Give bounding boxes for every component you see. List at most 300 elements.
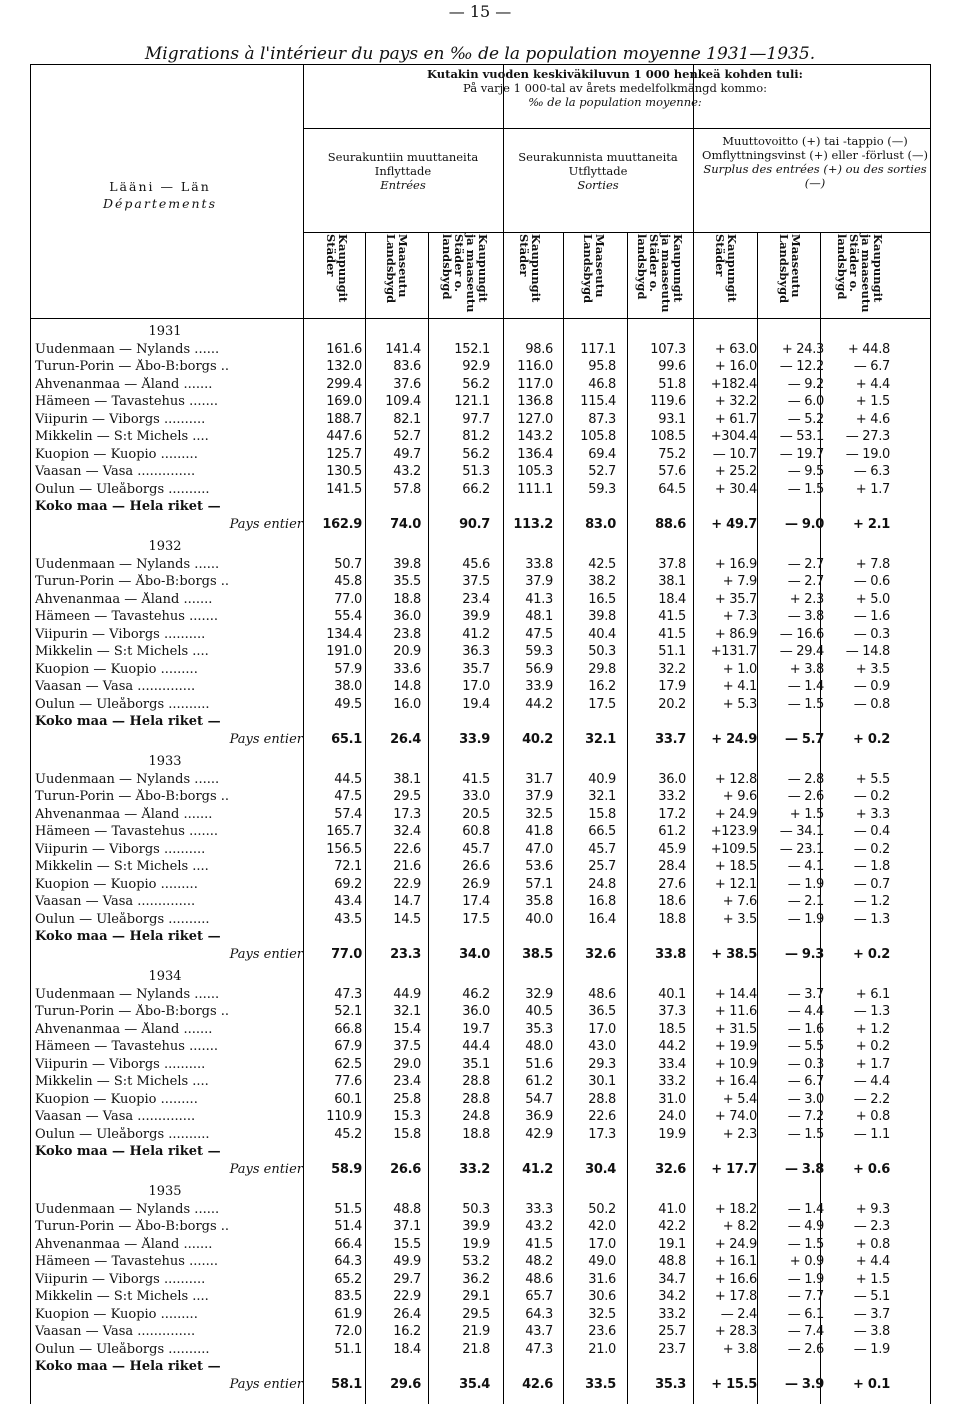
sub-column-header-label: Maaseutu Landsbygd bbox=[777, 234, 803, 304]
table-cell: 45.7 bbox=[462, 841, 490, 857]
table-cell: — 0.7 bbox=[853, 876, 890, 892]
table-cell: 19.1 bbox=[658, 1236, 686, 1252]
table-cell: 59.3 bbox=[525, 644, 553, 659]
table-cell: — 9.5 bbox=[787, 464, 824, 479]
table-cell: +109.5 bbox=[710, 841, 757, 857]
table-cell: + 5.4 bbox=[722, 1091, 757, 1107]
sub-column-header bbox=[440, 234, 490, 314]
table-cell: 29.0 bbox=[393, 1056, 421, 1072]
total-cell: 58.1 bbox=[331, 1376, 362, 1392]
table-cell: + 8.2 bbox=[722, 1219, 757, 1234]
table-cell: — 16.6 bbox=[779, 626, 824, 642]
table-cell: 136.4 bbox=[517, 446, 553, 462]
region-label: Kuopion — Kuopio ......... bbox=[35, 1306, 198, 1322]
table-cell: 156.5 bbox=[326, 841, 362, 857]
table-cell: 37.9 bbox=[525, 789, 553, 804]
table-cell: 15.3 bbox=[393, 1109, 421, 1124]
total-cell: + 49.7 bbox=[711, 516, 757, 532]
table-cell: 105.3 bbox=[517, 464, 553, 479]
table-cell: 38.1 bbox=[393, 771, 421, 787]
table-cell: 35.5 bbox=[393, 574, 421, 589]
table-cell: + 4.4 bbox=[855, 1254, 890, 1269]
column-rule bbox=[693, 64, 694, 1404]
table-cell: 21.8 bbox=[462, 1341, 490, 1357]
table-cell: — 0.3 bbox=[787, 1056, 824, 1072]
table-cell: 111.1 bbox=[517, 481, 553, 497]
table-cell: 51.5 bbox=[334, 1201, 362, 1217]
table-cell: 110.9 bbox=[326, 1109, 362, 1124]
table-cell: — 1.9 bbox=[787, 876, 824, 892]
table-cell: 35.3 bbox=[525, 1021, 553, 1037]
inflyttade-fi: Seurakuntiin muuttaneita bbox=[327, 150, 479, 164]
region-label: Viipurin — Viborgs .......... bbox=[35, 1271, 206, 1287]
table-cell: 48.1 bbox=[525, 609, 553, 624]
table-cell: 57.1 bbox=[525, 876, 553, 892]
table-cell: + 3.5 bbox=[855, 661, 890, 677]
table-cell: 25.8 bbox=[393, 1091, 421, 1107]
table-cell: 81.2 bbox=[462, 429, 490, 444]
table-cell: 69.2 bbox=[334, 876, 362, 892]
table-cell: — 4.4 bbox=[787, 1004, 824, 1019]
table-cell: 66.5 bbox=[588, 824, 616, 839]
table-cell: 20.5 bbox=[462, 806, 490, 822]
table-cell: + 63.0 bbox=[714, 341, 757, 357]
table-cell: — 7.4 bbox=[787, 1324, 824, 1339]
table-cell: 45.6 bbox=[462, 556, 490, 572]
table-cell: 447.6 bbox=[326, 429, 362, 444]
table-cell: 87.3 bbox=[588, 411, 616, 427]
table-cell: 40.5 bbox=[525, 1004, 553, 1019]
table-cell: 134.4 bbox=[326, 626, 362, 642]
total-cell: — 9.3 bbox=[784, 946, 824, 962]
region-label: Kuopion — Kuopio ......... bbox=[35, 1091, 198, 1107]
table-cell: 136.8 bbox=[517, 394, 553, 409]
table-cell: + 5.3 bbox=[722, 696, 757, 712]
year-heading: 1933 bbox=[148, 754, 182, 769]
table-cell: 61.2 bbox=[525, 1074, 553, 1089]
table-cell: 64.3 bbox=[334, 1254, 362, 1269]
total-cell: — 9.0 bbox=[784, 516, 824, 532]
sub-column-header-label: Kaupungit Städer bbox=[517, 234, 543, 303]
page-number: — 15 — bbox=[448, 2, 512, 21]
column-rule bbox=[365, 232, 366, 1404]
table-cell: — 0.3 bbox=[853, 626, 890, 642]
table-cell: + 12.8 bbox=[714, 771, 757, 787]
sub-column-header-label: Kaupungit Städer bbox=[324, 234, 350, 303]
table-cell: — 3.8 bbox=[853, 1324, 890, 1339]
table-cell: + 32.2 bbox=[714, 394, 757, 409]
table-cell: — 2.4 bbox=[720, 1306, 757, 1322]
total-label-fr: Pays entier bbox=[229, 1161, 303, 1177]
table-cell: + 1.5 bbox=[855, 394, 890, 409]
table-cell: 19.7 bbox=[462, 1021, 490, 1037]
year-heading: 1935 bbox=[148, 1184, 182, 1199]
table-cell: + 2.3 bbox=[789, 591, 824, 607]
table-cell: 121.1 bbox=[454, 394, 490, 409]
table-cell: — 0.8 bbox=[853, 696, 890, 712]
sub-column-header bbox=[569, 234, 619, 314]
table-cell: — 2.2 bbox=[853, 1091, 890, 1107]
total-cell: — 3.8 bbox=[784, 1161, 824, 1177]
table-cell: 299.4 bbox=[326, 376, 362, 392]
sub-column-header bbox=[505, 234, 555, 314]
total-cell: 35.3 bbox=[655, 1376, 686, 1392]
table-cell: 37.8 bbox=[658, 556, 686, 572]
table-cell: — 2.3 bbox=[853, 1219, 890, 1234]
sub-column-header-label: Kaupungit ja maaseutu Städer o. landsbygd bbox=[835, 234, 885, 313]
table-cell: 19.4 bbox=[462, 696, 490, 712]
table-cell: 57.8 bbox=[393, 481, 421, 497]
table-cell: 57.4 bbox=[334, 806, 362, 822]
table-cell: — 1.1 bbox=[853, 1126, 890, 1142]
table-cell: 64.5 bbox=[658, 481, 686, 497]
table-cell: 33.9 bbox=[525, 679, 553, 694]
table-cell: + 9.3 bbox=[855, 1201, 890, 1217]
table-cell: 15.8 bbox=[588, 806, 616, 822]
total-cell: 74.0 bbox=[390, 516, 421, 532]
table-cell: 29.3 bbox=[588, 1056, 616, 1072]
region-label: Kuopion — Kuopio ......... bbox=[35, 876, 198, 892]
table-cell: 16.5 bbox=[588, 591, 616, 607]
column-rule bbox=[627, 232, 628, 1404]
table-cell: 23.4 bbox=[393, 1074, 421, 1089]
total-label-fr: Pays entier bbox=[229, 946, 303, 962]
table-cell: — 14.8 bbox=[845, 644, 890, 659]
table-cell: — 4.1 bbox=[787, 859, 824, 874]
table-cell: + 7.9 bbox=[722, 574, 757, 589]
table-cell: 40.0 bbox=[525, 911, 553, 927]
table-cell: 109.4 bbox=[385, 394, 421, 409]
column-rule bbox=[428, 232, 429, 1404]
table-cell: — 5.5 bbox=[787, 1039, 824, 1054]
table-cell: 56.2 bbox=[462, 376, 490, 392]
total-label: Koko maa — Hela riket — bbox=[35, 499, 221, 514]
table-cell: 65.7 bbox=[525, 1289, 553, 1304]
table-cell: 37.5 bbox=[462, 574, 490, 589]
table-cell: — 1.5 bbox=[787, 481, 824, 497]
table-cell: + 1.0 bbox=[722, 661, 757, 677]
table-cell: + 74.0 bbox=[714, 1109, 757, 1124]
table-cell: — 19.0 bbox=[845, 446, 890, 462]
table-cell: 19.9 bbox=[658, 1126, 686, 1142]
region-label: Hämeen — Tavastehus ....... bbox=[35, 394, 219, 409]
row-rule bbox=[30, 318, 930, 319]
table-cell: 50.7 bbox=[334, 556, 362, 572]
table-cell: + 0.2 bbox=[855, 1039, 890, 1054]
total-cell: 88.6 bbox=[655, 516, 686, 532]
table-cell: 72.1 bbox=[334, 859, 362, 874]
table-cell: 40.1 bbox=[658, 986, 686, 1002]
table-cell: 119.6 bbox=[650, 394, 686, 409]
table-cell: 165.7 bbox=[326, 824, 362, 839]
total-cell: — 5.7 bbox=[784, 731, 824, 747]
year-heading: 1931 bbox=[148, 324, 182, 339]
header-line-sv: På varje 1 000-tal av årets medelfolkmängd kommo: bbox=[462, 81, 767, 95]
region-label: Vaasan — Vasa .............. bbox=[35, 464, 196, 479]
table-cell: 53.6 bbox=[525, 859, 553, 874]
table-cell: 33.2 bbox=[658, 1074, 686, 1089]
table-cell: 41.5 bbox=[525, 1236, 553, 1252]
total-cell: + 0.1 bbox=[853, 1376, 890, 1392]
total-cell: 162.9 bbox=[322, 516, 362, 532]
table-cell: 48.2 bbox=[525, 1254, 553, 1269]
table-cell: + 1.5 bbox=[789, 806, 824, 822]
column-rule bbox=[303, 64, 304, 1404]
utflyttade-fr: Sorties bbox=[577, 178, 619, 192]
table-cell: 23.8 bbox=[393, 626, 421, 642]
table-cell: 41.0 bbox=[658, 1201, 686, 1217]
region-label: Turun-Porin — Åbo-B:borgs .. bbox=[35, 1219, 230, 1234]
region-label: Mikkelin — S:t Michels .... bbox=[35, 1289, 209, 1304]
table-cell: 33.3 bbox=[525, 1201, 553, 1217]
table-cell: 60.1 bbox=[334, 1091, 362, 1107]
table-cell: 64.3 bbox=[525, 1306, 553, 1322]
column-rule bbox=[930, 64, 931, 1404]
table-cell: — 1.4 bbox=[787, 679, 824, 694]
total-cell: 32.6 bbox=[585, 946, 616, 962]
total-label: Koko maa — Hela riket — bbox=[35, 929, 221, 944]
table-cell: — 1.6 bbox=[853, 609, 890, 624]
surplus-fr: Surplus des entrées (+) ou des sorties (—) bbox=[703, 162, 927, 190]
table-cell: 47.3 bbox=[334, 986, 362, 1002]
table-cell: + 44.8 bbox=[847, 341, 890, 357]
table-cell: — 12.2 bbox=[779, 359, 824, 374]
table-cell: — 1.5 bbox=[787, 1126, 824, 1142]
table-cell: 31.0 bbox=[658, 1091, 686, 1107]
table-cell: 67.9 bbox=[334, 1039, 362, 1054]
table-cell: + 4.4 bbox=[855, 376, 890, 392]
total-cell: 41.2 bbox=[522, 1161, 553, 1177]
header-line-fr: ‰ de la population moyenne: bbox=[528, 95, 702, 109]
table-cell: 66.8 bbox=[334, 1021, 362, 1037]
table-cell: 32.2 bbox=[658, 661, 686, 677]
table-cell: — 53.1 bbox=[779, 429, 824, 444]
table-cell: 105.8 bbox=[580, 429, 616, 444]
table-cell: 16.0 bbox=[393, 696, 421, 712]
table-cell: + 30.4 bbox=[714, 481, 757, 497]
table-cell: — 1.8 bbox=[853, 859, 890, 874]
table-cell: — 1.4 bbox=[787, 1201, 824, 1217]
table-cell: 49.9 bbox=[393, 1254, 421, 1269]
table-cell: 49.7 bbox=[393, 446, 421, 462]
table-cell: 18.4 bbox=[658, 591, 686, 607]
table-cell: 16.4 bbox=[588, 911, 616, 927]
table-cell: 18.8 bbox=[393, 591, 421, 607]
table-cell: — 29.4 bbox=[779, 644, 824, 659]
department-header bbox=[30, 178, 290, 212]
region-label: Turun-Porin — Åbo-B:borgs .. bbox=[35, 359, 230, 374]
region-label: Vaasan — Vasa .............. bbox=[35, 679, 196, 694]
table-cell: + 3.8 bbox=[789, 661, 824, 677]
table-cell: +182.4 bbox=[710, 376, 757, 392]
total-cell: + 0.2 bbox=[853, 731, 890, 747]
table-cell: 66.4 bbox=[334, 1236, 362, 1252]
table-cell: 43.5 bbox=[334, 911, 362, 927]
table-cell: + 31.5 bbox=[714, 1021, 757, 1037]
table-cell: 37.3 bbox=[658, 1004, 686, 1019]
table-cell: 18.5 bbox=[658, 1021, 686, 1037]
table-cell: 116.0 bbox=[517, 359, 553, 374]
total-cell: 33.5 bbox=[585, 1376, 616, 1392]
inflyttade-sv: Inflyttade bbox=[374, 164, 432, 178]
region-label: Uudenmaan — Nylands ...... bbox=[35, 1201, 220, 1217]
table-cell: 98.6 bbox=[525, 341, 553, 357]
table-cell: 33.4 bbox=[658, 1056, 686, 1072]
table-cell: 32.1 bbox=[588, 789, 616, 804]
table-cell: + 16.4 bbox=[714, 1074, 757, 1089]
table-cell: + 7.6 bbox=[722, 894, 757, 909]
table-cell: 125.7 bbox=[326, 446, 362, 462]
table-cell: 44.4 bbox=[462, 1039, 490, 1054]
total-cell: 29.6 bbox=[390, 1376, 421, 1392]
table-cell: 24.8 bbox=[462, 1109, 490, 1124]
total-cell: 32.1 bbox=[585, 731, 616, 747]
table-cell: + 4.1 bbox=[722, 679, 757, 694]
table-cell: 28.4 bbox=[658, 859, 686, 874]
table-cell: — 3.7 bbox=[853, 1306, 890, 1322]
table-cell: + 18.5 bbox=[714, 859, 757, 874]
region-label: Mikkelin — S:t Michels .... bbox=[35, 859, 209, 874]
region-label: Turun-Porin — Åbo-B:borgs .. bbox=[35, 574, 230, 589]
table-cell: +131.7 bbox=[710, 644, 757, 659]
table-cell: 39.9 bbox=[462, 609, 490, 624]
table-cell: 40.9 bbox=[588, 771, 616, 787]
table-cell: + 24.9 bbox=[714, 806, 757, 822]
table-cell: + 3.8 bbox=[722, 1341, 757, 1357]
table-cell: 34.7 bbox=[658, 1271, 686, 1287]
table-cell: 22.9 bbox=[393, 876, 421, 892]
table-cell: 28.8 bbox=[588, 1091, 616, 1107]
table-cell: + 17.8 bbox=[714, 1289, 757, 1304]
table-cell: — 7.2 bbox=[787, 1109, 824, 1124]
table-cell: 37.5 bbox=[393, 1039, 421, 1054]
table-cell: 25.7 bbox=[588, 859, 616, 874]
table-cell: 44.2 bbox=[525, 696, 553, 712]
table-cell: 48.6 bbox=[525, 1271, 553, 1287]
table-cell: 51.3 bbox=[462, 464, 490, 479]
table-cell: 169.0 bbox=[326, 394, 362, 409]
region-label: Kuopion — Kuopio ......... bbox=[35, 446, 198, 462]
table-cell: + 16.0 bbox=[714, 359, 757, 374]
table-cell: 20.2 bbox=[658, 696, 686, 712]
table-cell: 22.9 bbox=[393, 1289, 421, 1304]
table-cell: 18.6 bbox=[658, 894, 686, 909]
table-cell: 62.5 bbox=[334, 1056, 362, 1072]
total-cell: 33.8 bbox=[655, 946, 686, 962]
table-cell: 36.2 bbox=[462, 1271, 490, 1287]
region-label: Oulun — Uleåborgs .......... bbox=[35, 911, 210, 927]
table-cell: — 6.7 bbox=[853, 359, 890, 374]
table-cell: 143.2 bbox=[517, 429, 553, 444]
region-label: Vaasan — Vasa .............. bbox=[35, 1109, 196, 1124]
table-cell: 26.6 bbox=[462, 859, 490, 874]
table-cell: 56.2 bbox=[462, 446, 490, 462]
table-cell: 41.5 bbox=[658, 609, 686, 624]
utflyttade-header bbox=[503, 150, 693, 192]
table-cell: 47.5 bbox=[525, 626, 553, 642]
total-cell: 65.1 bbox=[331, 731, 362, 747]
table-cell: 92.9 bbox=[462, 359, 490, 374]
total-cell: 23.3 bbox=[390, 946, 421, 962]
table-cell: 29.5 bbox=[462, 1306, 490, 1322]
table-cell: 29.8 bbox=[588, 661, 616, 677]
table-cell: + 11.6 bbox=[714, 1004, 757, 1019]
table-cell: + 24.3 bbox=[781, 341, 824, 357]
table-cell: 43.2 bbox=[393, 464, 421, 479]
table-cell: + 12.1 bbox=[714, 876, 757, 892]
region-label: Oulun — Uleåborgs .......... bbox=[35, 696, 210, 712]
table-cell: 32.5 bbox=[588, 1306, 616, 1322]
region-label: Viipurin — Viborgs .......... bbox=[35, 411, 206, 427]
table-cell: 17.4 bbox=[462, 894, 490, 909]
table-cell: 115.4 bbox=[580, 394, 616, 409]
table-cell: 48.6 bbox=[588, 986, 616, 1002]
table-cell: 42.2 bbox=[658, 1219, 686, 1234]
column-rule bbox=[30, 64, 31, 1404]
total-cell: + 0.6 bbox=[853, 1161, 890, 1177]
table-cell: — 5.2 bbox=[787, 411, 824, 427]
table-cell: 41.8 bbox=[525, 824, 553, 839]
table-cell: — 1.9 bbox=[787, 1271, 824, 1287]
table-cell: 30.1 bbox=[588, 1074, 616, 1089]
table-cell: 83.5 bbox=[334, 1289, 362, 1304]
table-cell: 191.0 bbox=[326, 644, 362, 659]
total-cell: + 24.9 bbox=[711, 731, 757, 747]
table-cell: 50.3 bbox=[462, 1201, 490, 1217]
table-cell: 33.8 bbox=[525, 556, 553, 572]
table-cell: 41.5 bbox=[462, 771, 490, 787]
table-cell: 21.0 bbox=[588, 1341, 616, 1357]
sub-column-header bbox=[312, 234, 362, 314]
table-cell: 69.4 bbox=[588, 446, 616, 462]
table-cell: 23.4 bbox=[462, 591, 490, 607]
total-cell: 38.5 bbox=[522, 946, 553, 962]
utflyttade-fi: Seurakunnista muuttaneita bbox=[518, 150, 678, 164]
year-heading: 1934 bbox=[148, 969, 182, 984]
table-cell: — 1.6 bbox=[787, 1021, 824, 1037]
table-cell: 32.1 bbox=[393, 1004, 421, 1019]
table-cell: + 7.8 bbox=[855, 556, 890, 572]
total-cell: 30.4 bbox=[585, 1161, 616, 1177]
table-title: Migrations à l'intérieur du pays en ‰ de la population moyenne 1931—1935. bbox=[144, 44, 816, 64]
table-cell: — 5.1 bbox=[853, 1289, 890, 1304]
table-cell: 48.8 bbox=[393, 1201, 421, 1217]
region-label: Ahvenanmaa — Åland ....... bbox=[35, 591, 213, 607]
table-cell: 14.7 bbox=[393, 894, 421, 909]
table-cell: 17.0 bbox=[588, 1236, 616, 1252]
total-cell: 32.6 bbox=[655, 1161, 686, 1177]
table-cell: +123.9 bbox=[710, 824, 757, 839]
table-cell: 14.8 bbox=[393, 679, 421, 694]
table-cell: 45.9 bbox=[658, 841, 686, 857]
total-label: Koko maa — Hela riket — bbox=[35, 714, 221, 729]
table-cell: 29.1 bbox=[462, 1289, 490, 1304]
region-label: Ahvenanmaa — Åland ....... bbox=[35, 1236, 213, 1252]
table-cell: 36.0 bbox=[393, 609, 421, 624]
table-cell: + 3.5 bbox=[722, 911, 757, 927]
total-cell: + 2.1 bbox=[853, 516, 890, 532]
table-cell: 15.5 bbox=[393, 1236, 421, 1252]
table-cell: 36.3 bbox=[462, 644, 490, 659]
table-cell: 26.4 bbox=[393, 1306, 421, 1322]
table-cell: 51.8 bbox=[658, 376, 686, 392]
table-cell: 43.4 bbox=[334, 894, 362, 909]
table-cell: 51.1 bbox=[334, 1341, 362, 1357]
table-cell: 141.5 bbox=[326, 481, 362, 497]
table-cell: 117.0 bbox=[517, 376, 553, 392]
table-cell: + 14.4 bbox=[714, 986, 757, 1002]
table-cell: — 23.1 bbox=[779, 841, 824, 857]
